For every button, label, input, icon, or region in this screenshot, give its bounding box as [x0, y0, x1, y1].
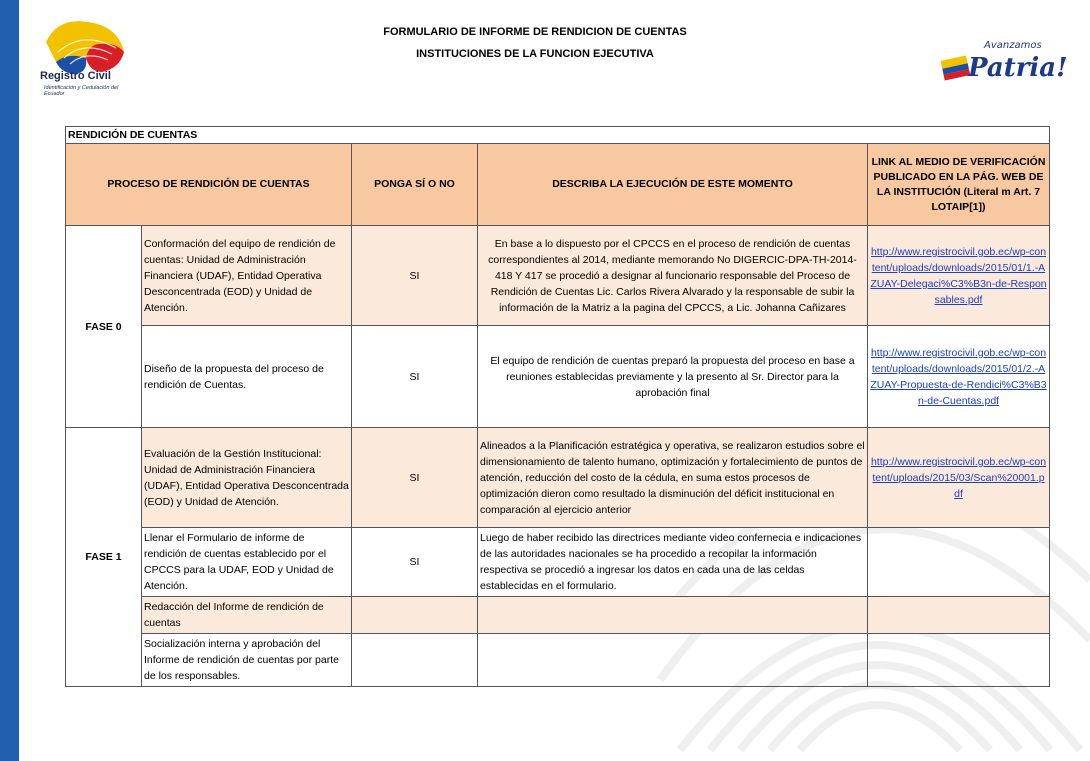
description-cell: Alineados a la Planificación estratégica y operativa, se realizaron estudios sobre el dimensionamiento de talento humano, optimización y fortalecimiento de puntos de atención, reducción del costo de la cédula, en suma estos procesos de optimización dieron como resultado la disminución del déficit institucional en comparación al ejercicio anterior [478, 428, 868, 528]
activity-cell: Diseño de la propuesta del proceso de rendición de Cuentas. [142, 326, 352, 428]
description-cell: En base a lo dispuesto por el CPCCS en el proceso de rendición de cuentas correspondientes al 2014, mediante memorando No DIGERCIC-DPA-TH-2014-418 Y 417 se procedió a designar al funcionario responsable del Proceso de Rendición de Cuentas Lic. Carlos Rivera Alvarado y la responsable de subir la información de la Matriz a la pagina del CPCCS, a Lic. Johanna Cañizares [478, 226, 868, 326]
table-row [66, 528, 1050, 597]
phase-label: FASE 0 [66, 226, 142, 428]
table-row [66, 634, 1050, 687]
table-row [66, 597, 1050, 634]
section-title: RENDICIÓN DE CUENTAS [66, 127, 1050, 144]
phase-label: FASE 1 [66, 428, 142, 687]
activity-cell: Evaluación de la Gestión Institucional: Unidad de Administración Financiera (UDAF), Entidad Operativa Desconcentrada (EOD) y Unidad de Atención. [142, 428, 352, 528]
activity-cell: Conformación del equipo de rendición de cuentas: Unidad de Administración Financiera (UDAF), Entidad Operativa Desconcentrada (EOD) y Unidad de Atención. [142, 226, 352, 326]
description-cell [478, 597, 868, 634]
verification-link[interactable] [868, 528, 1050, 597]
form-title: FORMULARIO DE INFORME DE RENDICION DE CUENTAS [383, 26, 687, 38]
answer-cell: SI [352, 326, 478, 428]
verification-link [868, 634, 1050, 687]
answer-cell: SI [352, 528, 478, 597]
registro-civil-logo-name: Registro Civil [40, 70, 111, 82]
registro-civil-logo-subtitle: Identificación y Cedulación del Ecuador [44, 85, 119, 97]
activity-cell: Llenar el Formulario de informe de rendición de cuentas establecido por el CPCCS para la UDAF, EOD y Unidad de Atención. [142, 528, 352, 597]
description-cell: Luego de haber recibido las directrices mediante video confernecia e indicaciones de las autoridades nacionales se ha procedido a recopilar la información respectiva se procedió a ingresar los datos en cada una de las celdas establecidas en el formulario. [478, 528, 868, 597]
answer-cell [352, 634, 478, 687]
column-header-link: LINK AL MEDIO DE VERIFICACIÓN PUBLICADO EN LA PÁG. WEB DE LA INSTITUCIÓN (Literal m Art. 7 LOTAIP[1]) [868, 144, 1050, 226]
answer-cell: SI [352, 428, 478, 528]
description-cell: El equipo de rendición de cuentas preparó la propuesta del proceso en base a reuniones establecidas previamente y la presento al Sr. Director para la aprobación final [478, 326, 868, 428]
patria-logo-top: Avanzamos [984, 40, 1042, 51]
activity-cell: Socialización interna y aprobación del Informe de rendición de cuentas por parte de los responsables. [142, 634, 352, 687]
verification-link [868, 597, 1050, 634]
table-row [66, 428, 1050, 528]
form-subtitle: INSTITUCIONES DE LA FUNCION EJECUTIVA [416, 48, 654, 60]
side-stripe [0, 0, 19, 761]
description-cell [478, 634, 868, 687]
answer-cell [352, 597, 478, 634]
verification-link[interactable]: http://www.registrocivil.gob.ec/wp-content/uploads/downloads/2015/01/2.-AZUAY-Propuesta-de-Rendici%C3%B3n-de-Cuentas.pdf [868, 326, 1050, 428]
column-header-describa: DESCRIBA LA EJECUCIÓN DE ESTE MOMENTO [478, 144, 868, 226]
table-row [66, 326, 1050, 428]
verification-link[interactable]: http://www.registrocivil.gob.ec/wp-content/uploads/downloads/2015/01/1.-AZUAY-Delegaci%C3%B3n-de-Responsables.pdf [868, 226, 1050, 326]
patria-logo-main: Patria! [968, 53, 1068, 83]
rendicion-table [65, 126, 1050, 687]
patria-logo [938, 36, 1068, 88]
verification-link[interactable]: http://www.registrocivil.gob.ec/wp-content/uploads/2015/03/Scan%20001.pdf [868, 428, 1050, 528]
answer-cell: SI [352, 226, 478, 326]
activity-cell: Redacción del Informe de rendición de cuentas [142, 597, 352, 634]
table-row [66, 226, 1050, 326]
column-header-proceso: PROCESO DE RENDICIÓN DE CUENTAS [66, 144, 352, 226]
column-header-si-no: PONGA SÍ O NO [352, 144, 478, 226]
